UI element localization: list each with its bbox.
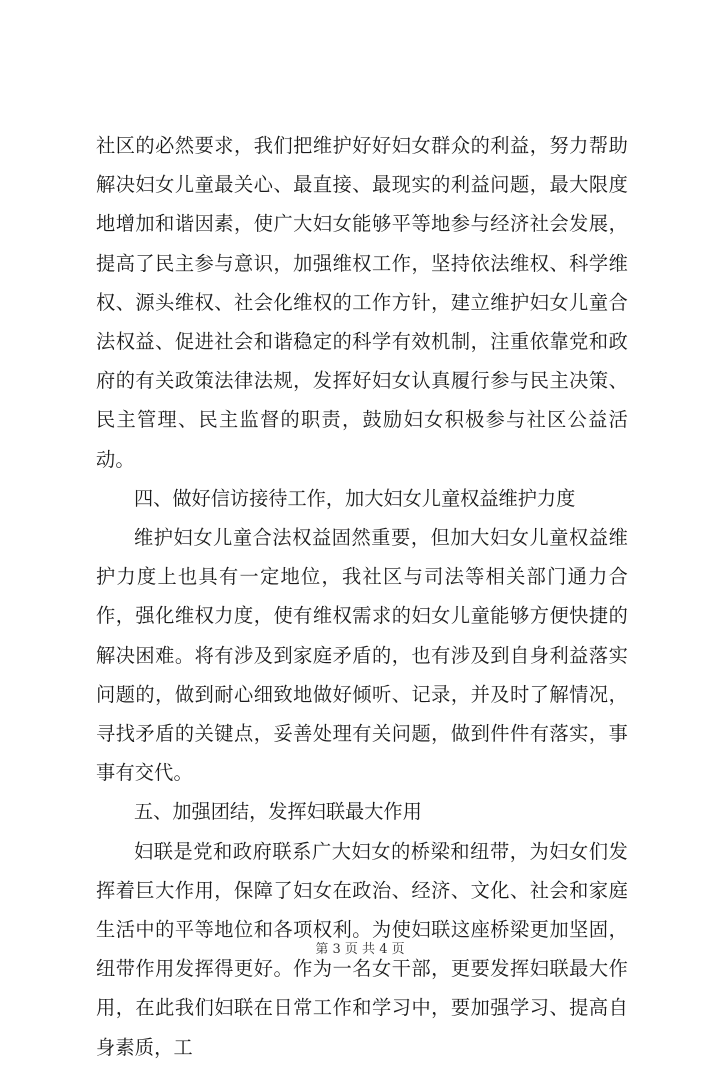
paragraph-section-four-body: 维护妇女儿童合法权益固然重要，但加大妇女儿童权益维护力度上也具有一定地位，我社区与司法等相关部门通力合作，强化维权力度，使有维权需求的妇女儿童能够方便快捷的解决困难。将有涉及到家庭矛盾的，也有涉及到自身利益落实问题的，做到耐心细致地做好倾听、记录，并及时了解情况，寻找矛盾的关键点，妥善处理有关问题，做到件件有落实，事事有交代。 xyxy=(96,526,628,785)
paragraph-section-five-body: 妇联是党和政府联系广大妇女的桥梁和纽带，为妇女们发挥着巨大作用，保障了妇女在政治、经济、文化、社会和家庭生活中的平等地位和各项权利。为使妇联这座桥梁更加坚固，纽带作用发挥得更好。作为一名女干部，更要发挥妇联最大作用，在此我们妇联在日常工作和学习中，要加强学习、提高自身素质，工 xyxy=(96,839,628,1059)
page-number-footer: 第 3 页 共 4 页 xyxy=(315,942,405,957)
document-body xyxy=(96,126,628,1067)
section-heading-four: 四、做好信访接待工作，加大妇女儿童权益维护力度 xyxy=(134,486,576,510)
section-heading-five: 五、加强团结，发挥妇联最大作用 xyxy=(134,800,422,824)
paragraph-continuation: 社区的必然要求，我们把维护好好妇女群众的利益，努力帮助解决妇女儿童最关心、最直接、最现实的利益问题，最大限度地增加和谐因素，使广大妇女能够平等地参与经济社会发展，提高了民主参与意识，加强维权工作，坚持依法维权、科学维权、源头维权、社会化维权的工作方针，建立维护妇女儿童合法权益、促进社会和谐稳定的科学有效机制，注重依靠党和政府的有关政策法律法规，发挥好妇女认真履行参与民主决策、民主管理、民主监督的职责，鼓励妇女积极参与社区公益活动。 xyxy=(96,134,628,471)
